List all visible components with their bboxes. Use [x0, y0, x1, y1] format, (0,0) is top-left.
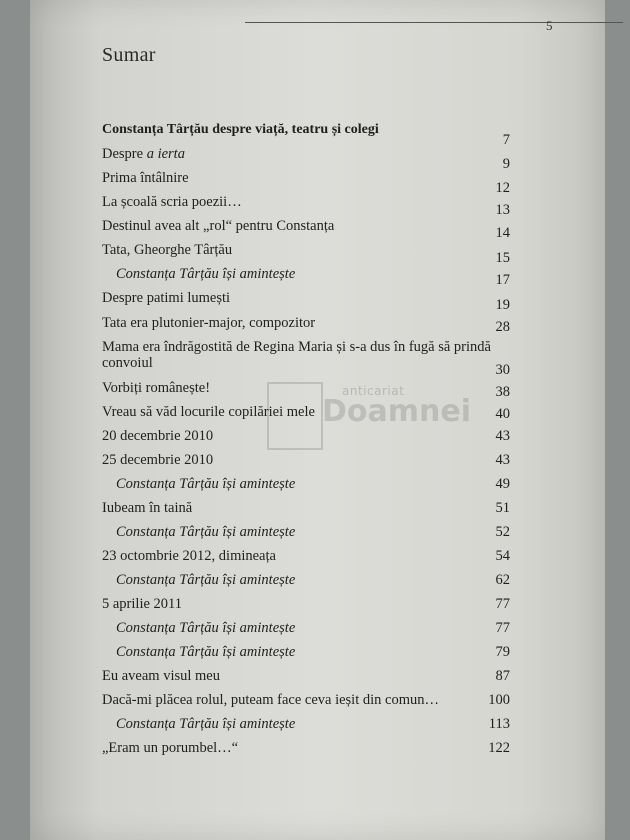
- toc-entry: Tata, Gheorghe Târțău: [102, 242, 233, 258]
- toc-entry: Despre patimi lumești: [102, 290, 231, 306]
- toc-page: 9: [502, 156, 510, 172]
- toc-entry: Mama era îndrăgostită de Regina Maria și s-a dus în fugă să prindă convoiul: [102, 339, 491, 371]
- toc-page: 51: [495, 500, 510, 516]
- toc-entry: 5 aprilie 2011: [102, 596, 182, 612]
- toc-page: 13: [495, 202, 510, 218]
- toc-page: 17: [495, 272, 510, 288]
- toc-page: 52: [495, 524, 510, 540]
- toc-entry-italic: a ierta: [146, 146, 185, 162]
- toc-entry: Iubeam în taină: [102, 500, 193, 516]
- toc-entry: Dacă-mi plăcea rolul, puteam face ceva ieșit din comun…: [102, 692, 439, 708]
- toc-page: 40: [495, 406, 510, 422]
- toc-entry: Tata era plutonier-major, compozitor: [102, 315, 316, 331]
- toc-page: 54: [495, 548, 510, 564]
- toc-entry: Constanța Târțău își amintește: [116, 476, 296, 492]
- toc-entry: Destinul avea alt „rol“ pentru Constanța: [102, 218, 335, 234]
- watermark-big-text: Doamnei: [322, 394, 472, 429]
- toc-page: 15: [495, 250, 510, 266]
- toc-page: 12: [495, 180, 510, 196]
- toc-page: 113: [488, 716, 510, 732]
- toc-entry: Constanța Târțău își amintește: [116, 620, 296, 636]
- toc-entry: La școală scria poezii…: [102, 194, 242, 210]
- watermark-small-text: anticariat: [342, 384, 405, 398]
- toc-entry: 25 decembrie 2010: [102, 452, 214, 468]
- toc-entry: 20 decembrie 2010: [102, 428, 214, 444]
- toc-page: 49: [495, 476, 510, 492]
- toc-page: 19: [495, 297, 510, 313]
- toc-entry: 23 octombrie 2012, dimineața: [102, 548, 276, 564]
- page-title: Sumar: [102, 44, 156, 66]
- toc-entry-title: Constanța Târțău despre viață, teatru și colegi: [102, 122, 379, 137]
- toc-page: 38: [495, 384, 510, 400]
- toc-entry: Constanța Târțău își amintește: [116, 572, 296, 588]
- toc-page: 77: [495, 620, 510, 636]
- toc-entry: Prima întâlnire: [102, 170, 189, 186]
- book-page: [30, 0, 605, 840]
- toc-entry: Constanța Târțău își amintește: [116, 644, 296, 660]
- toc-entry: Eu aveam visul meu: [102, 668, 220, 684]
- toc-page: 100: [488, 692, 510, 708]
- toc-entry: Vreau să văd locurile copilăriei mele: [102, 404, 315, 420]
- toc-entry: „Eram un porumbel…“: [102, 740, 239, 756]
- toc-page: 79: [495, 644, 510, 660]
- toc-entry: Constanța Târțău își amintește: [116, 524, 296, 540]
- toc-page: 30: [495, 362, 510, 378]
- toc-page: 43: [495, 452, 510, 468]
- toc-page: 43: [495, 428, 510, 444]
- toc-page: 14: [495, 225, 510, 241]
- toc-entry: Constanța Târțău își amintește: [116, 716, 296, 732]
- header-rule: [245, 22, 623, 23]
- toc-entry: Constanța Târțău își amintește: [116, 266, 296, 282]
- toc-page: 77: [495, 596, 510, 612]
- toc-page: 62: [495, 572, 510, 588]
- page-number: 5: [546, 18, 553, 33]
- toc-page: 87: [495, 668, 510, 684]
- toc-entry: Despre a ierta: [102, 146, 185, 162]
- toc-page: 122: [488, 740, 510, 756]
- toc-entry: Vorbiți românește!: [102, 380, 211, 396]
- toc-page: 7: [502, 132, 510, 148]
- toc-page: 28: [495, 319, 510, 335]
